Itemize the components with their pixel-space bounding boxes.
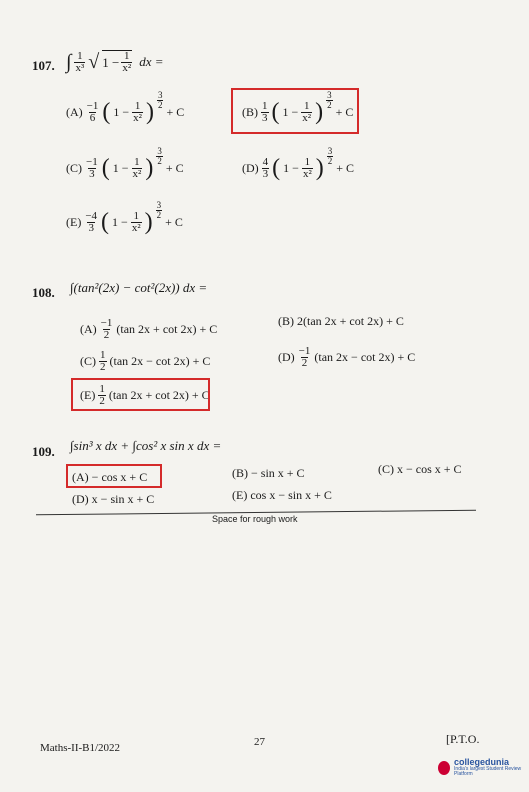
q107-option-e: (E) $\frac{-4}{3}$ ( 1 − $\frac{1}{\text{x²}}$ ) $\frac{3}{2}$ + C: [66, 199, 183, 235]
answer-highlight-109: [66, 464, 162, 488]
q107-option-d: (D) $\frac{4}{3}$ ( 1 − $\frac{1}{\text{x²}}$ ) $\frac{3}{2}$ + C: [242, 145, 355, 181]
rough-work-label: Space for rough work: [212, 514, 298, 524]
fraction-1-over-x3: $\frac{1}{\text{x³}}$: [75, 49, 85, 74]
sqrt-sign: √: [88, 50, 100, 73]
collegedunia-icon: [438, 761, 450, 775]
question-number-108: 108.: [32, 285, 55, 300]
question-109-text: ∫sin³ x dx + ∫cos² x sin x dx =: [70, 438, 222, 453]
answer-highlight-107: [231, 88, 359, 134]
question-107-expression: [66, 50, 163, 74]
q109-option-d: (D) x − sin x + C: [72, 492, 155, 506]
q107-option-c: (C) $\frac{-1}{3}$ ( 1 − $\frac{1}{\text{x²}}$ ) $\frac{3}{2}$ + C: [66, 145, 184, 181]
q109-option-c: (C) x − cos x + C: [378, 462, 462, 476]
q107-option-b: (B) $\frac{1}{3}$ ( 1 − $\frac{1}{\text{x²}}$ ) $\frac{3}{2}$ + C: [242, 89, 354, 125]
answer-highlight-108: [71, 378, 210, 411]
q108-option-c: (C) $\frac{1}{2}$ (tan 2x − cot 2x) + C: [80, 349, 211, 373]
pto-label: [P.T.O.: [446, 732, 480, 746]
collegedunia-logo: collegedunia India's largest Student Review Platform: [438, 758, 529, 777]
paper-code: Maths-II-B1/2022: [40, 742, 121, 754]
sqrt-radicand: 1 − $\frac{1}{\text{x²}}$: [102, 50, 132, 74]
q108-option-b: (B) 2(tan 2x + cot 2x) + C: [278, 314, 404, 328]
integral-sign: ∫: [66, 51, 72, 73]
q109-option-e: (E) cos x − sin x + C: [232, 488, 332, 502]
q109-option-a: (A) − cos x + C: [72, 470, 148, 484]
q108-option-a: (A) $\frac{-1}{2}$ (tan 2x + cot 2x) + C: [80, 317, 218, 341]
q108-option-d: (D) $\frac{-1}{2}$ (tan 2x − cot 2x) + C: [278, 345, 416, 369]
q109-option-b: (B) − sin x + C: [232, 466, 305, 480]
question-number-109: 109.: [32, 444, 55, 459]
question-108-text: ∫(tan²(2x) − cot²(2x)) dx =: [70, 280, 208, 295]
page-number: 27: [254, 736, 265, 748]
question-107-tail: dx =: [139, 54, 164, 69]
q107-option-a: (A) $\frac{-1}{6}$ ( 1 − $\frac{1}{\text{x²}}$ ) $\frac{3}{2}$ + C: [66, 89, 185, 125]
q108-option-e: (E) $\frac{1}{2}$ (tan 2x + cot 2x) + C: [80, 383, 210, 407]
question-number-107: 107.: [32, 58, 55, 73]
